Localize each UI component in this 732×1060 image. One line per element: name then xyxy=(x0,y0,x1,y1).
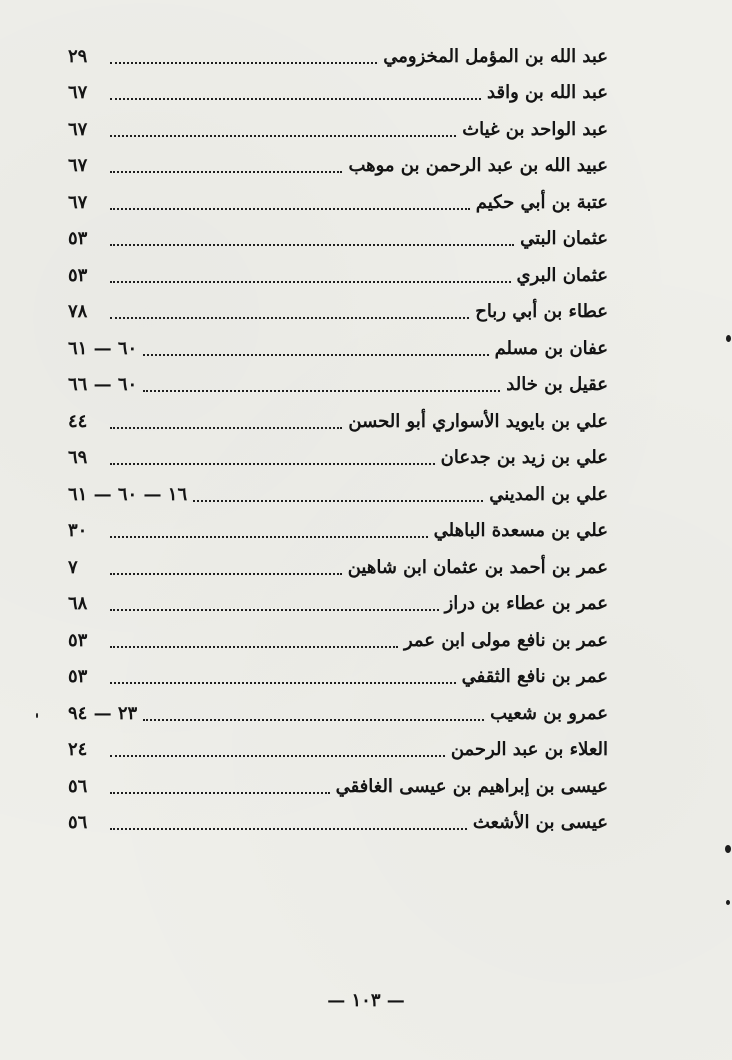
index-entry xyxy=(68,111,608,148)
index-entry xyxy=(68,695,608,732)
index-entry xyxy=(68,403,608,440)
scan-speck xyxy=(36,713,38,718)
index-entry xyxy=(68,805,608,842)
dot-leader xyxy=(110,170,342,173)
dot-leader xyxy=(110,572,342,575)
index-entry xyxy=(68,622,608,659)
entry-name: علي بن مسعدة الباهلي xyxy=(433,520,608,542)
entry-name: علي بن بايويد الأسواري أبو الحسن xyxy=(348,410,608,432)
dot-leader xyxy=(110,134,456,137)
dot-leader xyxy=(110,97,481,100)
scan-speck xyxy=(725,845,731,853)
index-entry xyxy=(68,184,608,221)
entry-page-numbers: ٢٣ — ٩٤ xyxy=(68,702,138,724)
dot-leader xyxy=(110,608,439,611)
entry-page-numbers: ٦٠ — ٦١ xyxy=(68,337,138,359)
entry-name: عثمان البتي xyxy=(520,228,608,250)
index-list xyxy=(68,38,608,841)
dot-leader xyxy=(143,353,488,356)
entry-page-numbers: ٦٧ xyxy=(68,118,88,140)
entry-name: عبيد الله بن عبد الرحمن بن موهب xyxy=(348,155,608,177)
index-entry xyxy=(68,221,608,258)
scan-speck xyxy=(726,900,730,905)
entry-name: عمر بن عطاء بن دراز xyxy=(444,593,608,615)
index-entry xyxy=(68,586,608,623)
dot-leader xyxy=(110,316,469,319)
entry-page-numbers: ٥٣ xyxy=(68,228,88,250)
entry-name: عمر بن نافع الثقفي xyxy=(461,666,608,688)
dot-leader xyxy=(110,754,445,757)
entry-page-numbers: ٥٣ xyxy=(68,264,88,286)
dot-leader xyxy=(110,462,435,465)
entry-name: عقيل بن خالد xyxy=(506,374,608,396)
index-entry xyxy=(68,330,608,367)
entry-page-numbers: ٦٧ xyxy=(68,155,88,177)
dot-leader xyxy=(110,243,514,246)
entry-name: عفان بن مسلم xyxy=(494,337,608,359)
dot-leader xyxy=(110,681,456,684)
entry-page-numbers: ٢٤ xyxy=(68,739,88,761)
entry-page-numbers: ٥٦ xyxy=(68,812,88,834)
dot-leader xyxy=(110,61,377,64)
index-entry xyxy=(68,294,608,331)
entry-name: عبد الله بن واقد xyxy=(487,82,608,104)
entry-name: عثمان البري xyxy=(516,264,608,286)
entry-name: العلاء بن عبد الرحمن xyxy=(450,739,608,761)
entry-name: علي بن المديني xyxy=(489,483,608,505)
entry-page-numbers: ٢٩ xyxy=(68,45,88,67)
entry-name: علي بن زيد بن جدعان xyxy=(440,447,608,469)
entry-name: عيسى بن إبراهيم بن عيسى الغافقي xyxy=(335,775,608,797)
entry-page-numbers: ٥٣ xyxy=(68,666,88,688)
dot-leader xyxy=(143,718,484,721)
index-entry xyxy=(68,440,608,477)
index-entry xyxy=(68,476,608,513)
index-entry xyxy=(68,768,608,805)
entry-page-numbers: ٦٨ xyxy=(68,593,88,615)
entry-name: عيسى بن الأشعث xyxy=(472,812,608,834)
dot-leader xyxy=(143,389,500,392)
dot-leader xyxy=(110,426,342,429)
entry-page-numbers: ٧ xyxy=(68,556,78,578)
dot-leader xyxy=(110,645,398,648)
entry-name: عبد الله بن المؤمل المخزومي xyxy=(383,45,608,67)
dot-leader xyxy=(110,207,470,210)
entry-page-numbers: ٧٨ xyxy=(68,301,88,323)
page-number: — ١٠٣ — xyxy=(327,990,405,1011)
index-entry xyxy=(68,659,608,696)
dot-leader xyxy=(110,791,330,794)
index-entry xyxy=(68,367,608,404)
dot-leader xyxy=(110,535,428,538)
scan-speck xyxy=(726,335,731,342)
entry-page-numbers: ١٦ — ٦٠ — ٦١ xyxy=(68,483,188,505)
entry-page-numbers: ٥٦ xyxy=(68,775,88,797)
entry-page-numbers: ٦٠ — ٦٦ xyxy=(68,374,138,396)
entry-page-numbers: ٥٣ xyxy=(68,629,88,651)
entry-name: عمرو بن شعيب xyxy=(490,702,608,724)
index-entry xyxy=(68,38,608,75)
index-entry xyxy=(68,549,608,586)
entry-name: عمر بن أحمد بن عثمان ابن شاهين xyxy=(347,556,608,578)
index-entry xyxy=(68,75,608,112)
entry-name: عطاء بن أبي رباح xyxy=(475,301,608,323)
entry-page-numbers: ٦٧ xyxy=(68,82,88,104)
entry-page-numbers: ٤٤ xyxy=(68,410,88,432)
entry-name: عتبة بن أبي حكيم xyxy=(475,191,608,213)
dot-leader xyxy=(110,827,467,830)
entry-name: عبد الواحد بن غياث xyxy=(462,118,608,140)
entry-page-numbers: ٦٩ xyxy=(68,447,88,469)
entry-name: عمر بن نافع مولى ابن عمر xyxy=(403,629,608,651)
dot-leader xyxy=(193,499,483,502)
index-entry xyxy=(68,148,608,185)
dot-leader xyxy=(110,280,511,283)
entry-page-numbers: ٣٠ xyxy=(68,520,88,542)
index-entry xyxy=(68,513,608,550)
index-entry xyxy=(68,257,608,294)
entry-page-numbers: ٦٧ xyxy=(68,191,88,213)
index-entry xyxy=(68,732,608,769)
